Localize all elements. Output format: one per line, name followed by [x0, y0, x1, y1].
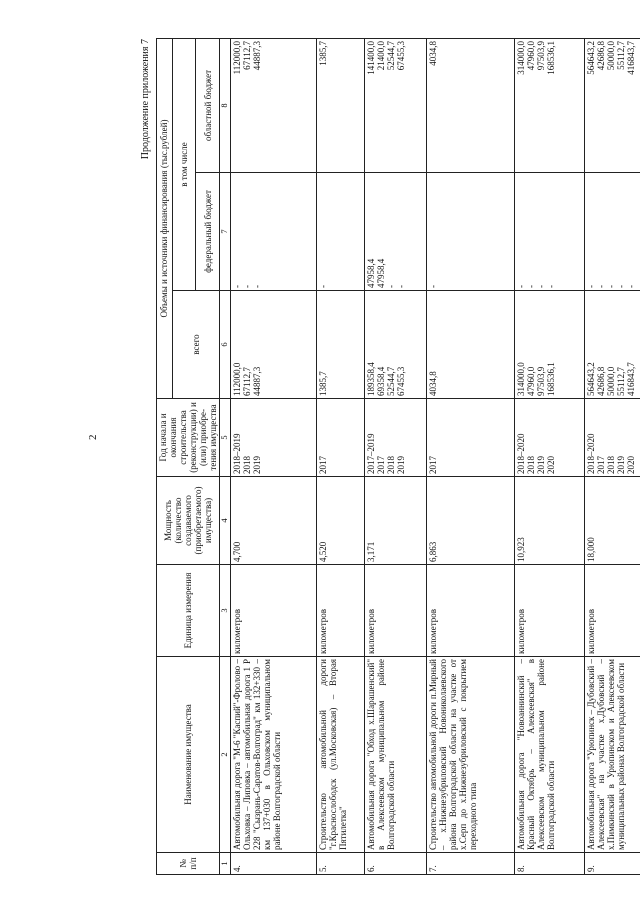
years-cell-value: 2018: [386, 456, 397, 474]
col-number: 7: [220, 173, 231, 291]
years-cell-value: 2017: [427, 456, 438, 474]
row-number: 6.: [364, 853, 426, 875]
total-cell-value: 67112,7: [242, 367, 253, 396]
header-regional: областной бюджет: [196, 38, 220, 172]
capacity-cell: 18,000: [584, 477, 640, 565]
regional-cell-value: 168536,1: [546, 40, 557, 75]
years-cell-value: 2020: [626, 456, 637, 474]
federal-cell-value: -: [546, 285, 557, 288]
header-federal: федеральный бюджет: [196, 173, 220, 291]
property-name: Строительство автомобильной дороги "г.Краснослободск (ул.Московская) – Вторая Пятилетка": [316, 657, 364, 853]
total-cell-value: 189358,4: [365, 362, 376, 396]
years-cell-value: 2020: [546, 456, 557, 474]
col-number: 5: [220, 399, 231, 477]
page-number: 2: [87, 434, 99, 440]
years-cell-value: 2017: [596, 456, 607, 474]
header-capacity: Мощность (количество создаваемого (приобретаемого) имущества): [157, 477, 220, 565]
table-body: [230, 38, 640, 874]
regional-cell-value: 416843,7: [626, 40, 637, 75]
unit-cell: километров: [426, 565, 514, 657]
regional-cell-value: 314000,0: [515, 40, 526, 75]
row-number: 4.: [230, 853, 316, 875]
regional-cell-value: 97503,9: [536, 40, 547, 71]
years-cell: [316, 399, 364, 477]
total-cell-value: 52544,7: [386, 366, 397, 396]
capacity-cell: 10,923: [514, 477, 584, 565]
header-funding: Объемы и источники финансирования (тыс.рублей): [157, 38, 173, 398]
table-row: [584, 38, 640, 874]
years-cell-value: 2018–2020: [515, 433, 526, 474]
col-number: 6: [220, 291, 231, 399]
property-name: Автомобильная дорога "Урюпинск – Дубовский – Алексеевская" на участке х.Дубовский – х.Пимкинский в Урюпинском и Алексеевском муниципальных районах Волгоградской области: [584, 657, 640, 853]
total-cell-value: 564643,2: [585, 362, 596, 396]
regional-cell-value: 1385,7: [317, 40, 328, 66]
years-cell-value: 2018–2019: [231, 433, 242, 474]
federal-cell-value: -: [526, 285, 537, 288]
federal-cell-value: 47958,4: [365, 258, 376, 288]
regional-cell-value: 564643,2: [585, 40, 596, 75]
property-name: Автомобильная дорога "М-6 "Каспий"-Фролово – Ольховка – Липовка – автомобильная дорога 1 Р 228 "Сызрань-Саратов-Волгоград" км 132+330 – км 137+030 в Ольховском муниципальном районе Волгоградской области: [230, 657, 316, 853]
regional-cell-value: 44887,3: [252, 40, 263, 71]
regional-cell: [426, 38, 514, 172]
years-cell-value: 2019: [536, 456, 547, 474]
unit-cell: километров: [230, 565, 316, 657]
years-cell: [230, 399, 316, 477]
federal-cell-value: -: [231, 285, 242, 288]
unit-cell: километров: [316, 565, 364, 657]
years-cell-value: 2019: [616, 456, 627, 474]
total-cell-value: 67455,3: [396, 366, 407, 396]
federal-cell: [364, 173, 426, 291]
federal-cell: [426, 173, 514, 291]
regional-cell-value: 4034,8: [427, 40, 438, 66]
regional-cell-value: 50000,0: [606, 40, 617, 71]
regional-cell-value: 55112,7: [616, 40, 627, 70]
header-incl: в том числе: [173, 38, 196, 290]
years-cell-value: 2017–2019: [365, 433, 376, 474]
row-number: 5.: [316, 853, 364, 875]
federal-cell-value: -: [626, 285, 637, 288]
total-cell-value: 168536,1: [546, 362, 557, 396]
years-cell: [364, 399, 426, 477]
years-cell: [584, 399, 640, 477]
federal-cell-value: -: [242, 285, 253, 288]
total-cell: [514, 291, 584, 399]
total-cell-value: 1385,7: [317, 371, 328, 396]
federal-cell-value: -: [536, 285, 547, 288]
property-table: [156, 38, 640, 875]
total-cell: [426, 291, 514, 399]
regional-cell-value: 47960,0: [526, 40, 537, 71]
total-cell-value: 44887,3: [252, 366, 263, 396]
unit-cell: километров: [584, 565, 640, 657]
regional-cell-value: 112000,0: [231, 40, 242, 75]
regional-cell: [316, 38, 364, 172]
unit-cell: километров: [514, 565, 584, 657]
federal-cell-value: -: [515, 285, 526, 288]
table-row: [364, 38, 426, 874]
column-number-row: [220, 38, 231, 874]
federal-cell-value: -: [427, 285, 438, 288]
regional-cell-value: 67455,3: [396, 40, 407, 71]
col-number: 3: [220, 565, 231, 657]
federal-cell-value: -: [386, 285, 397, 288]
total-cell-value: 112000,0: [231, 362, 242, 396]
years-cell-value: 2018: [242, 456, 253, 474]
years-cell-value: 2018–2020: [585, 433, 596, 474]
federal-cell: [584, 173, 640, 291]
property-name: Автомобильная дорога "Новоаннинский – Красный Октябрь – Алексеевская" в Алексеевском муниципальном районе Волгоградской области: [514, 657, 584, 853]
col-number: 8: [220, 38, 231, 172]
federal-cell: [230, 173, 316, 291]
col-number: 2: [220, 657, 231, 853]
federal-cell-value: 47958,4: [376, 258, 387, 288]
header-no: № п/п: [157, 853, 220, 875]
row-number: 7.: [426, 853, 514, 875]
header-total: всего: [173, 291, 220, 399]
regional-cell: [230, 38, 316, 172]
total-cell-value: 50000,0: [606, 366, 617, 396]
table-row: [514, 38, 584, 874]
federal-cell-value: -: [606, 285, 617, 288]
federal-cell: [514, 173, 584, 291]
capacity-cell: 3,171: [364, 477, 426, 565]
years-cell-value: 2017: [376, 456, 387, 474]
years-cell-value: 2019: [396, 456, 407, 474]
federal-cell-value: -: [585, 285, 596, 288]
federal-cell: [316, 173, 364, 291]
total-cell-value: 97503,9: [536, 366, 547, 396]
capacity-cell: 6,863: [426, 477, 514, 565]
regional-cell: [584, 38, 640, 172]
total-cell: [316, 291, 364, 399]
total-cell: [230, 291, 316, 399]
years-cell-value: 2018: [526, 456, 537, 474]
total-cell: [364, 291, 426, 399]
total-cell-value: 47960,0: [526, 366, 537, 396]
years-cell: [514, 399, 584, 477]
property-name: Строительство автомобильной дороги п.Мирный – х.Нижнезубриловский Новониколаевского района Волгоградской области на участке от х.Серп до х.Нижнезубриловский с покрытием переходного типа: [426, 657, 514, 853]
regional-cell-value: 21400,0: [376, 40, 387, 71]
years-cell: [426, 399, 514, 477]
federal-cell-value: -: [317, 285, 328, 288]
total-cell-value: 314000,0: [515, 362, 526, 396]
regional-cell-value: 52544,7: [386, 40, 397, 71]
header-unit: Единица измерения: [157, 565, 220, 657]
years-cell-value: 2017: [317, 456, 328, 474]
col-number: 1: [220, 853, 231, 875]
regional-cell-value: 67112,7: [242, 40, 253, 70]
header-years: Год начала и окончания строительства (реконструкции) и (или) приобре- тения имущества: [157, 399, 220, 477]
table-row: [230, 38, 316, 874]
col-number: 4: [220, 477, 231, 565]
capacity-cell: 4,520: [316, 477, 364, 565]
years-cell-value: 2019: [252, 456, 263, 474]
total-cell-value: 416843,7: [626, 362, 637, 396]
row-number: 9.: [584, 853, 640, 875]
continuation-label: Продолжение приложения 7: [140, 39, 151, 160]
total-cell-value: 42686,8: [596, 366, 607, 396]
unit-cell: километров: [364, 565, 426, 657]
federal-cell-value: -: [596, 285, 607, 288]
regional-cell-value: 141400,0: [365, 40, 376, 75]
total-cell: [584, 291, 640, 399]
federal-cell-value: -: [396, 285, 407, 288]
federal-cell-value: -: [616, 285, 627, 288]
regional-cell: [364, 38, 426, 172]
regional-cell-value: 42686,8: [596, 40, 607, 71]
header-name: Наименование имущества: [157, 657, 220, 853]
capacity-cell: 4,700: [230, 477, 316, 565]
table-row: [426, 38, 514, 874]
table-row: [316, 38, 364, 874]
property-name: Автомобильная дорога "Обход х.Шарашенский" в Алексеевском муниципальном районе Волгоградской области: [364, 657, 426, 853]
total-cell-value: 55112,7: [616, 367, 627, 396]
row-number: 8.: [514, 853, 584, 875]
total-cell-value: 69358,4: [376, 366, 387, 396]
rotated-sheet: [140, 35, 637, 875]
years-cell-value: 2018: [606, 456, 617, 474]
regional-cell: [514, 38, 584, 172]
total-cell-value: 4034,8: [427, 371, 438, 396]
table-header: [157, 38, 231, 874]
federal-cell-value: -: [252, 285, 263, 288]
